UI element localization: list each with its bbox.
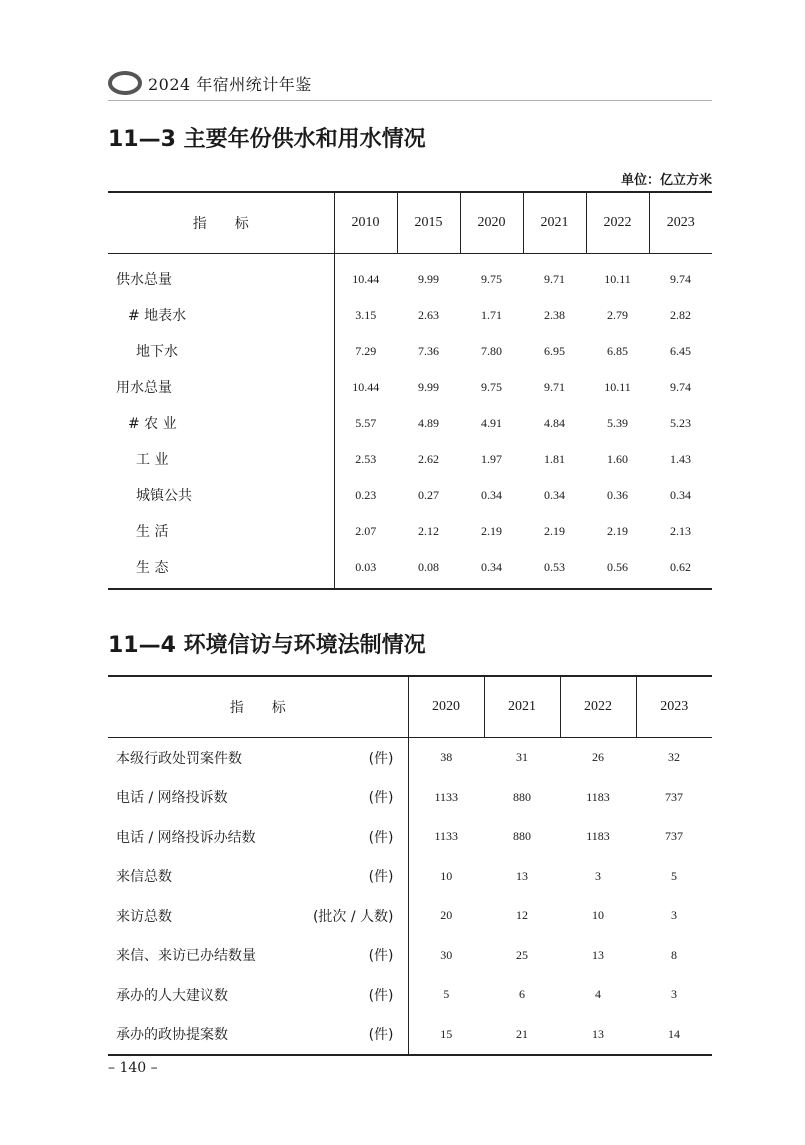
row-label: 承办的人大建议数 (116, 987, 228, 1004)
cell-value: 1133 (408, 817, 484, 857)
cell-value: 2.19 (481, 523, 502, 538)
table-row (108, 896, 712, 936)
table1-unit: 单位：亿立方米 (620, 173, 712, 188)
cell-value: 9.99 (418, 379, 439, 394)
cell-value: 9.74 (670, 379, 691, 394)
row-label: 用水总量 (116, 380, 172, 396)
table-row (108, 333, 712, 369)
table-row (108, 817, 712, 857)
cell-value: 13 (516, 868, 528, 883)
cell-value: 7.80 (481, 343, 502, 358)
table-row (108, 778, 712, 818)
cell-value: 15 (408, 1015, 484, 1056)
table-row (108, 738, 712, 778)
cell-value: 20 (408, 896, 484, 936)
cell-value: 1133 (408, 778, 484, 818)
book-title: 2024 年宿州统计年鉴 (148, 74, 312, 94)
table-row (108, 477, 712, 513)
cell-value: 2.13 (670, 523, 691, 538)
cell-value: 1.97 (481, 451, 502, 466)
indicator-header: 指 标 (108, 192, 334, 254)
year-header: 2022 (586, 192, 649, 254)
table-row (108, 441, 712, 477)
cell-value: 4.84 (544, 415, 565, 430)
cell-value: 9.74 (670, 271, 691, 286)
page-number: – 140 – (108, 1060, 158, 1076)
cell-value: 2.79 (607, 307, 628, 322)
year-header: 2015 (397, 192, 460, 254)
cell-value: 9.75 (481, 271, 502, 286)
row-label: 本级行政处罚案件数 (116, 750, 242, 767)
cell-value: 12 (516, 908, 528, 923)
table-header-row (108, 192, 712, 254)
year-header: 2021 (523, 192, 586, 254)
row-unit: (件) (368, 829, 394, 846)
cell-value: 10 (592, 908, 604, 923)
cell-value: 30 (408, 936, 484, 976)
cell-value: 6.95 (544, 343, 565, 358)
cell-value: 2.63 (418, 307, 439, 322)
cell-value: 9.75 (481, 379, 502, 394)
year-header: 2023 (649, 192, 712, 254)
cell-value: 2.12 (418, 523, 439, 538)
cell-value: 737 (665, 829, 683, 844)
table-row (108, 857, 712, 897)
table-row (108, 513, 712, 549)
table-row (108, 549, 712, 589)
row-label: 生 态 (136, 560, 169, 576)
cell-value: 31 (516, 750, 528, 765)
cell-value: 0.08 (418, 559, 439, 574)
cell-value: 21 (516, 1026, 528, 1041)
cell-value: 0.53 (544, 559, 565, 574)
row-unit: (批次 / 人数) (312, 908, 394, 925)
cell-value: 9.99 (418, 271, 439, 286)
cell-value: 38 (408, 738, 484, 778)
year-header: 2021 (484, 676, 560, 738)
table-row (108, 975, 712, 1015)
cell-value: 5 (671, 868, 677, 883)
year-header: 2023 (636, 676, 712, 738)
cell-value: 2.38 (544, 307, 565, 322)
cell-value: 0.34 (544, 487, 565, 502)
cell-value: 3 (671, 987, 677, 1002)
row-label: # 农 业 (128, 416, 177, 432)
cell-value: 5.57 (334, 405, 397, 441)
cell-value: 0.27 (418, 487, 439, 502)
cell-value: 2.82 (670, 307, 691, 322)
cell-value: 6 (519, 987, 525, 1002)
cell-value: 25 (516, 947, 528, 962)
cell-value: 1.71 (481, 307, 502, 322)
year-header: 2022 (560, 676, 636, 738)
cell-value: 9.71 (544, 379, 565, 394)
cell-value: 4.91 (481, 415, 502, 430)
row-label: 供水总量 (116, 272, 172, 288)
page-header (108, 68, 312, 98)
year-header: 2020 (408, 676, 484, 738)
indicator-header: 指 标 (108, 676, 408, 738)
cell-value: 1183 (586, 829, 610, 844)
cell-value: 10 (408, 857, 484, 897)
row-unit: (件) (368, 790, 394, 807)
year-header: 2010 (334, 192, 397, 254)
table-row (108, 369, 712, 405)
cell-value: 0.03 (334, 549, 397, 589)
cell-value: 8 (671, 947, 677, 962)
cell-value: 13 (592, 1026, 604, 1041)
row-unit: (件) (368, 1027, 394, 1044)
row-label: 电话 / 网络投诉办结数 (116, 829, 256, 846)
cell-value: 4.89 (418, 415, 439, 430)
row-unit: (件) (368, 750, 394, 767)
row-unit: (件) (368, 987, 394, 1004)
cell-value: 0.23 (334, 477, 397, 513)
cell-value: 7.29 (334, 333, 397, 369)
table1-title: 11—3 主要年份供水和用水情况 (108, 127, 426, 152)
yearbook-logo-icon (108, 70, 142, 96)
row-label: 生 活 (136, 524, 169, 540)
header-divider (108, 100, 712, 101)
cell-value: 10.11 (604, 379, 631, 394)
table-header-row (108, 676, 712, 738)
table2-title: 11—4 环境信访与环境法制情况 (108, 633, 426, 658)
cell-value: 1.43 (670, 451, 691, 466)
cell-value: 10.44 (334, 369, 397, 405)
cell-value: 1.60 (607, 451, 628, 466)
cell-value: 880 (513, 789, 531, 804)
cell-value: 2.19 (607, 523, 628, 538)
cell-value: 10.44 (334, 254, 397, 298)
cell-value: 1.81 (544, 451, 565, 466)
cell-value: 3 (671, 908, 677, 923)
row-label: 电话 / 网络投诉数 (116, 790, 228, 807)
table-row (108, 936, 712, 976)
table-row (108, 1015, 712, 1056)
cell-value: 10.11 (604, 271, 631, 286)
row-label: 来信、来访已办结数量 (116, 948, 256, 965)
cell-value: 32 (668, 750, 680, 765)
cell-value: 3 (595, 868, 601, 883)
row-label: 来信总数 (116, 869, 172, 886)
table-row (108, 297, 712, 333)
cell-value: 0.34 (481, 487, 502, 502)
cell-value: 737 (665, 789, 683, 804)
cell-value: 7.36 (418, 343, 439, 358)
year-header: 2020 (460, 192, 523, 254)
table-row (108, 405, 712, 441)
row-label: 工 业 (136, 452, 169, 468)
cell-value: 2.62 (418, 451, 439, 466)
row-label: 城镇公共 (136, 488, 192, 504)
cell-value: 14 (668, 1026, 680, 1041)
cell-value: 0.36 (607, 487, 628, 502)
cell-value: 13 (592, 947, 604, 962)
cell-value: 2.07 (334, 513, 397, 549)
row-unit: (件) (368, 869, 394, 886)
cell-value: 0.34 (481, 559, 502, 574)
cell-value: 2.53 (334, 441, 397, 477)
cell-value: 4 (595, 987, 601, 1002)
row-label: 地下水 (136, 344, 178, 360)
cell-value: 1183 (586, 789, 610, 804)
cell-value: 0.56 (607, 559, 628, 574)
table-row (108, 254, 712, 298)
cell-value: 2.19 (544, 523, 565, 538)
cell-value: 0.62 (670, 559, 691, 574)
cell-value: 6.45 (670, 343, 691, 358)
cell-value: 9.71 (544, 271, 565, 286)
cell-value: 5 (408, 975, 484, 1015)
row-label: # 地表水 (128, 308, 187, 324)
cell-value: 880 (513, 829, 531, 844)
cell-value: 5.39 (607, 415, 628, 430)
environment-petition-table (108, 675, 712, 1056)
row-label: 来访总数 (116, 908, 172, 925)
cell-value: 6.85 (607, 343, 628, 358)
cell-value: 5.23 (670, 415, 691, 430)
cell-value: 3.15 (334, 297, 397, 333)
water-supply-table (108, 191, 712, 590)
cell-value: 26 (592, 750, 604, 765)
row-unit: (件) (368, 948, 394, 965)
cell-value: 0.34 (670, 487, 691, 502)
row-label: 承办的政协提案数 (116, 1027, 228, 1044)
